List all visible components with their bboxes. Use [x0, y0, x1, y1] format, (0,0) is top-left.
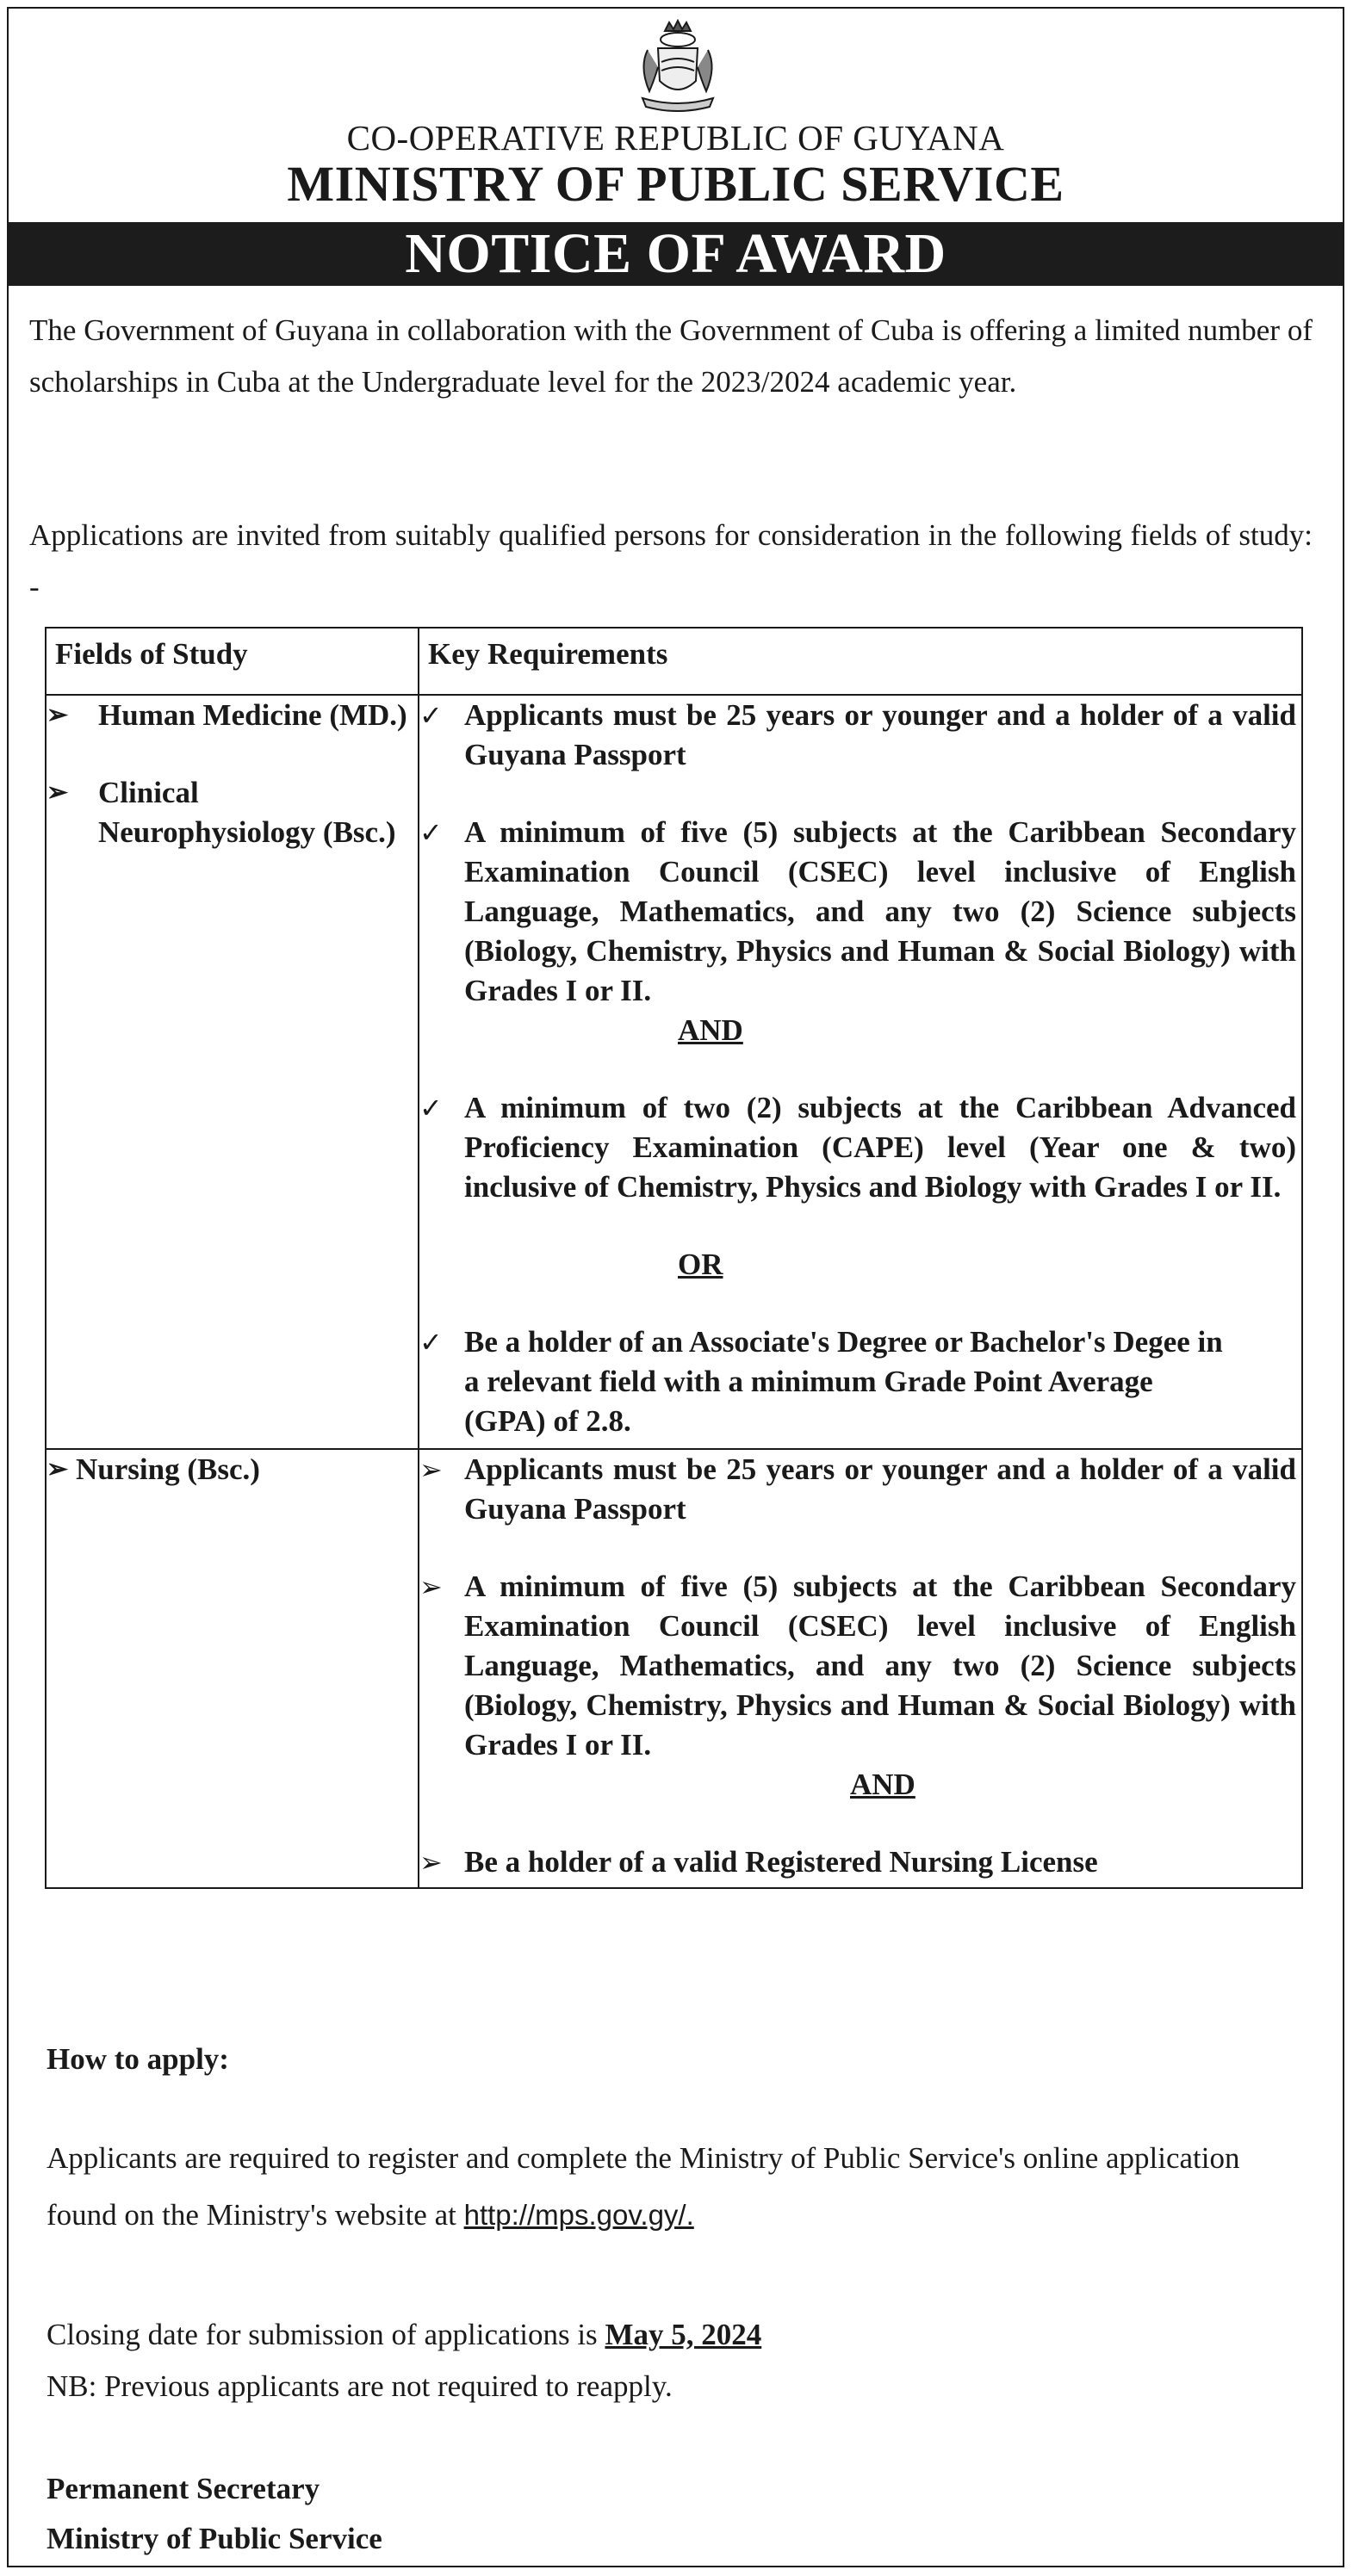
- requirements-cell: [419, 695, 1302, 1449]
- table-header-row: [46, 628, 1302, 695]
- header-key-requirements: Key Requirements: [419, 628, 1302, 695]
- field-item: [47, 1450, 418, 1489]
- ministry-website-link[interactable]: http://mps.gov.gy/.: [463, 2199, 694, 2231]
- field-name: Nursing (Bsc.): [76, 1452, 260, 1486]
- field-name: Human Medicine (MD.): [98, 698, 407, 732]
- fields-cell: [46, 695, 419, 1449]
- checkmark-icon: ✓: [419, 1093, 443, 1124]
- requirement-text: Applicants must be 25 years or younger and a holder of a valid Guyana Passport: [464, 1452, 1296, 1526]
- apply-instructions: Applicants are required to register and complete the Ministry of Public Service's online application found on the Ministry's website at: [47, 2141, 1240, 2232]
- how-to-apply-heading: How to apply:: [47, 2042, 229, 2076]
- intro-paragraph: The Government of Guyana in collaboration with the Government of Cuba is offering a limited number of scholarships in Cuba at the Undergraduate level for the 2023/2024 academic year.: [29, 313, 1313, 399]
- arrow-bullet-icon: ➢: [419, 1454, 443, 1485]
- header-fields-of-study: Fields of Study: [46, 628, 419, 695]
- arrow-bullet-icon: ➢: [419, 1847, 443, 1878]
- arrow-bullet-icon: ➢: [419, 1571, 443, 1602]
- signatory-title: Permanent Secretary: [47, 2472, 320, 2505]
- requirement-item: [419, 1088, 1301, 1207]
- nb-note: NB: Previous applicants are not required to reapply.: [47, 2369, 673, 2403]
- requirement-item: [419, 1322, 1301, 1441]
- requirement-item: [419, 813, 1301, 1011]
- republic-name: CO-OPERATIVE REPUBLIC OF GUYANA: [346, 118, 1005, 158]
- notice-page: [7, 7, 1344, 2567]
- arrow-bullet-icon: ➢: [47, 701, 69, 729]
- signature-block: [47, 2464, 382, 2564]
- requirement-text: Be a holder of an Associate's Degree or Bachelor's Degee in a relevant field with a minimum Grade Point Average (GPA) of 2.8.: [464, 1325, 1223, 1438]
- requirements-cell: [419, 1449, 1302, 1888]
- and-conjunction: AND: [850, 1768, 915, 1801]
- checkmark-icon: ✓: [419, 1327, 443, 1358]
- field-item: [47, 773, 418, 852]
- closing-date-line: [47, 2309, 761, 2361]
- requirement-item: [419, 1450, 1301, 1529]
- requirement-text: A minimum of five (5) subjects at the Caribbean Secondary Examination Council (CSEC) level inclusive of English Language, Mathematics, and any two (2) Science subjects (Biology, Chemistry, Physics and Human & Social Biology) with Grades I or II.: [464, 1570, 1296, 1762]
- closing-date: May 5, 2024: [605, 2318, 762, 2351]
- signatory-organization: Ministry of Public Service: [47, 2522, 382, 2555]
- field-item: [47, 696, 418, 735]
- table-row: [46, 1449, 1302, 1888]
- requirement-text: Applicants must be 25 years or younger and a holder of a valid Guyana Passport: [464, 698, 1296, 771]
- invitation-paragraph: Applications are invited from suitably qualified persons for consideration in the following fields of study: -: [29, 518, 1313, 604]
- requirement-item: [419, 696, 1301, 775]
- table-row: [46, 695, 1302, 1449]
- requirement-text: A minimum of five (5) subjects at the Caribbean Secondary Examination Council (CSEC) level inclusive of English Language, Mathematics, and any two (2) Science subjects (Biology, Chemistry, Physics and Human & Social Biology) with Grades I or II.: [464, 815, 1296, 1007]
- field-name: Clinical Neurophysiology (Bsc.): [98, 776, 396, 849]
- arrow-bullet-icon: ➢: [47, 778, 69, 807]
- requirement-item: [419, 1567, 1301, 1765]
- guyana-coat-of-arms-icon: [630, 19, 725, 115]
- fields-cell: [46, 1449, 419, 1888]
- checkmark-icon: ✓: [419, 817, 443, 848]
- ministry-name: MINISTRY OF PUBLIC SERVICE: [287, 156, 1064, 212]
- and-conjunction: AND: [678, 1013, 743, 1047]
- notice-title: NOTICE OF AWARD: [9, 222, 1343, 286]
- how-to-apply-text: [47, 2130, 1313, 2244]
- requirements-table: [45, 627, 1303, 1889]
- arrow-bullet-icon: ➢: [47, 1455, 69, 1483]
- requirement-item: [419, 1842, 1301, 1882]
- checkmark-icon: ✓: [419, 700, 443, 731]
- closing-section: [47, 2309, 761, 2412]
- requirement-text: Be a holder of a valid Registered Nursing License: [464, 1845, 1098, 1879]
- requirement-text: A minimum of two (2) subjects at the Caribbean Advanced Proficiency Examination (CAPE) level (Year one & two) inclusive of Chemistry, Physics and Biology with Grades I or II.: [464, 1091, 1296, 1204]
- or-conjunction: OR: [678, 1248, 723, 1281]
- closing-date-text: Closing date for submission of applications is: [47, 2318, 598, 2351]
